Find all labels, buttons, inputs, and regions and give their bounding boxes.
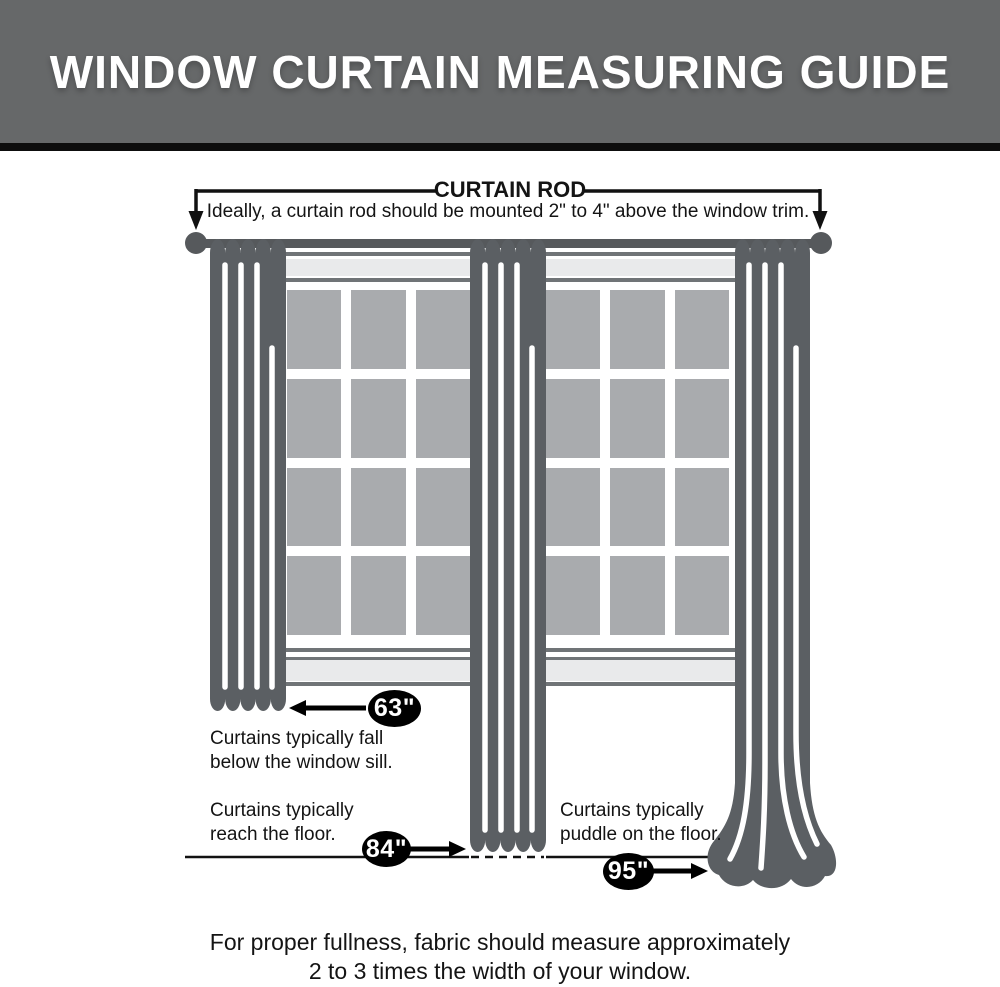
rod-finial-left	[185, 232, 207, 254]
right-curtain-illustration	[705, 238, 840, 894]
sill-length-value: 63"	[373, 694, 416, 722]
window-pane	[416, 379, 470, 458]
floor-caption-line2: reach the floor.	[210, 824, 336, 845]
window-pane	[351, 379, 405, 458]
window-pane	[546, 468, 600, 547]
floor-length-badge	[362, 831, 411, 867]
curtain-rod-note: Ideally, a curtain rod should be mounted 2" to 4" above the window trim.	[206, 201, 810, 222]
window-pane	[416, 290, 470, 369]
footer-note-line1: For proper fullness, fabric should measure approximately	[209, 929, 791, 955]
puddle-caption-line1: Curtains typically	[560, 800, 704, 821]
window-pane	[287, 468, 341, 547]
window-pane	[351, 468, 405, 547]
window-pane	[416, 556, 470, 635]
floor-length-value: 84"	[365, 834, 408, 863]
floor-caption-line1: Curtains typically	[210, 800, 354, 821]
puddle-caption-line2: puddle on the floor.	[560, 824, 722, 845]
header-banner	[0, 0, 1000, 143]
down-arrow-right-icon	[813, 211, 828, 230]
floor-caption	[210, 799, 354, 847]
puddle-length-value: 95"	[607, 857, 650, 885]
window-pane	[416, 468, 470, 547]
window-pane	[351, 556, 405, 635]
window-pane	[287, 290, 341, 369]
window-pane	[610, 468, 664, 547]
left-curtain-illustration	[210, 238, 286, 714]
puddle-length-badge	[603, 853, 654, 890]
window-pane	[287, 379, 341, 458]
page-title: WINDOW CURTAIN MEASURING GUIDE	[49, 45, 951, 98]
sill-caption-line1: Curtains typically fall	[210, 728, 384, 749]
window-pane	[610, 290, 664, 369]
window-pane	[610, 379, 664, 458]
window-pane-grid	[287, 290, 470, 635]
floor-arrow-icon	[449, 841, 466, 857]
sill-caption-line2: below the window sill.	[210, 752, 393, 773]
footer-note-line2: 2 to 3 times the width of your window.	[308, 958, 692, 984]
puddle-caption	[560, 799, 722, 847]
curtain-rod-label: CURTAIN ROD	[433, 177, 587, 202]
sill-length-badge	[368, 690, 421, 727]
right-curtain-fabric	[708, 239, 837, 888]
footer-note	[0, 928, 1000, 986]
down-arrow-left-icon	[189, 211, 204, 230]
window-pane	[546, 379, 600, 458]
window-pane	[546, 290, 600, 369]
sill-caption	[210, 727, 393, 775]
sill-arrow-icon	[289, 700, 306, 716]
window-pane	[610, 556, 664, 635]
window-pane	[287, 556, 341, 635]
window-pane	[351, 290, 405, 369]
window-pane	[546, 556, 600, 635]
header-divider-bar	[0, 143, 1000, 151]
window-pane-grid	[546, 290, 729, 635]
middle-curtain-illustration	[470, 238, 546, 856]
